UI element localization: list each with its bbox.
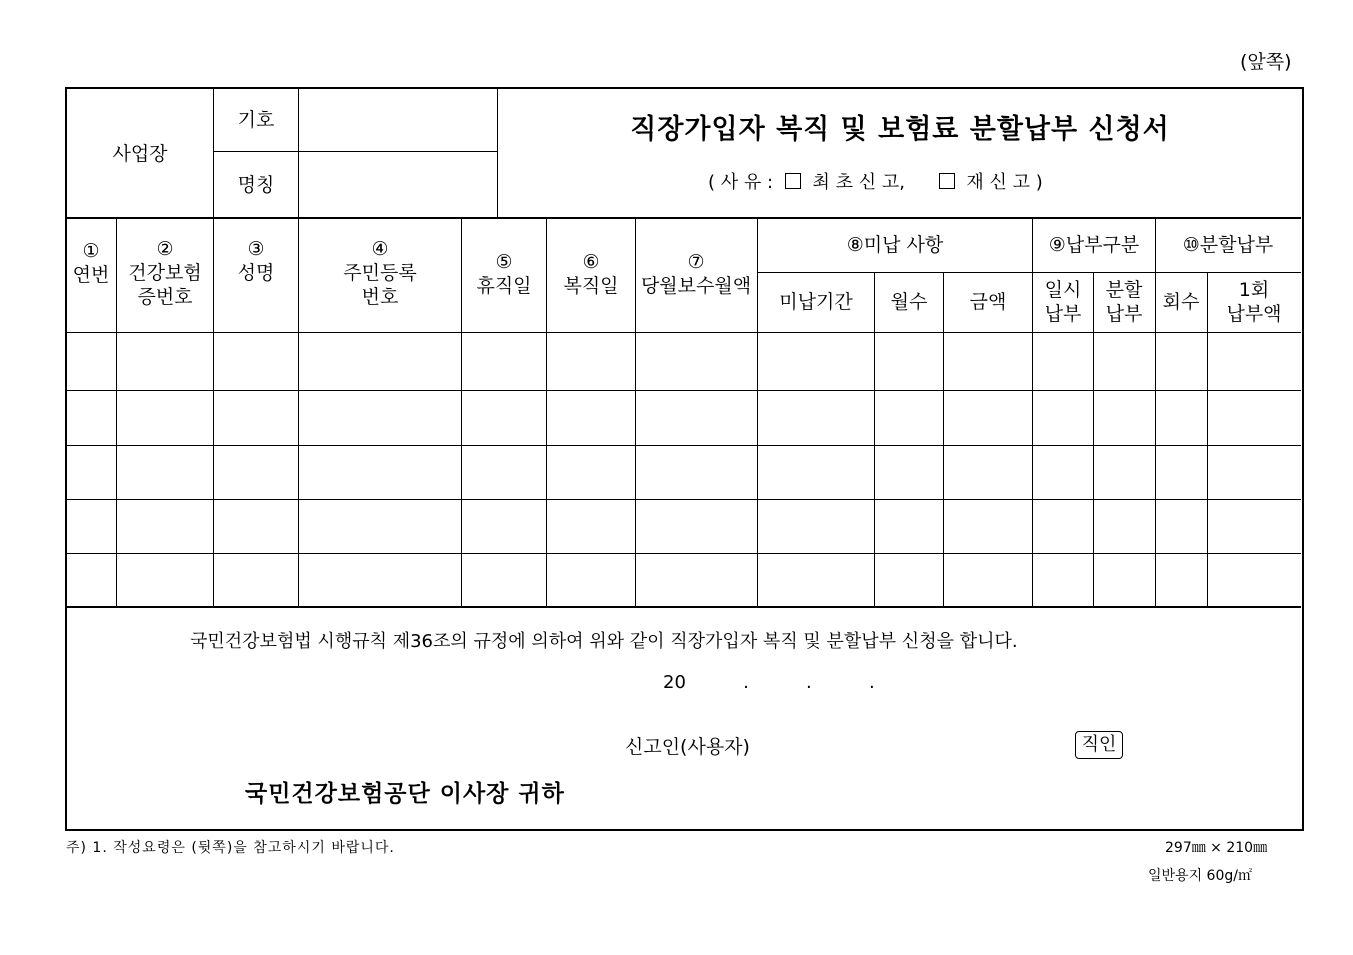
addressee: 국민건강보험공단 이사장 귀하 [245,781,565,807]
initial-report-label: 최 초 신 고, [812,172,905,193]
table-row[interactable] [67,500,1300,553]
date-line[interactable]: 20 . . . [663,672,875,693]
col-leave-date-header: ⑤ 휴직일 [476,251,532,297]
installment-group-header: ⑩분할납부 [1182,234,1274,256]
col-return-date-header: ⑥ 복직일 [563,251,619,297]
unpaid-period-header: 미납기간 [779,291,853,313]
re-report-checkbox[interactable] [939,173,955,189]
workplace-label: 사업장 [112,143,168,165]
paper-type-label: 일반용지 60g/㎡ [1148,868,1252,884]
unpaid-months-header: 월수 [890,291,928,313]
applicant-label: 신고인(사용자) [625,736,750,758]
reason-prefix: ( 사 유 : [708,172,774,193]
lump-sum-header: 일시 납부 [1044,279,1082,325]
table-row[interactable] [67,554,1300,606]
seal-mark[interactable]: 직인 [1075,731,1123,759]
col-serial-header: ① 연번 [72,240,110,286]
installment-count-header: 회수 [1162,291,1200,313]
table-row[interactable] [67,446,1300,499]
installment-header: 분할 납부 [1105,279,1143,325]
unpaid-group-header: ⑧미납 사항 [846,234,944,256]
col-resident-no-header: ④ 주민등록 번호 [343,238,417,308]
page-side-label: (앞쪽) [1240,51,1292,73]
paper-size-label: 297㎜ × 210㎜ [1165,840,1268,856]
code-field[interactable] [300,90,496,150]
col-monthly-pay-header: ⑦ 당월보수월액 [640,251,752,297]
re-report-label: 재 신 고 ) [966,172,1043,193]
initial-report-checkbox[interactable] [785,173,801,189]
table-row[interactable] [67,391,1300,445]
reason-line [708,171,1043,195]
code-label: 기호 [237,109,275,131]
writing-guide-note: 주) 1. 작성요령은 (뒷쪽)을 참고하시기 바랍니다. [66,840,395,856]
payment-type-group-header: ⑨납부구분 [1048,234,1140,256]
name-field[interactable] [300,153,496,216]
table-row[interactable] [67,333,1300,390]
per-payment-amount-header: 1회 납부액 [1226,279,1282,325]
name-label: 명칭 [237,174,275,196]
unpaid-amount-header: 금액 [969,291,1007,313]
col-name-header: ③ 성명 [237,238,275,284]
col-insurance-no-header: ② 건강보험 증번호 [128,238,202,308]
form-title: 직장가입자 복직 및 보험료 분할납부 신청서 [630,114,1170,145]
application-statement: 국민건강보험법 시행규칙 제36조의 규정에 의하여 위와 같이 직장가입자 복직 및 분할납부 신청을 합니다. [190,631,1018,652]
